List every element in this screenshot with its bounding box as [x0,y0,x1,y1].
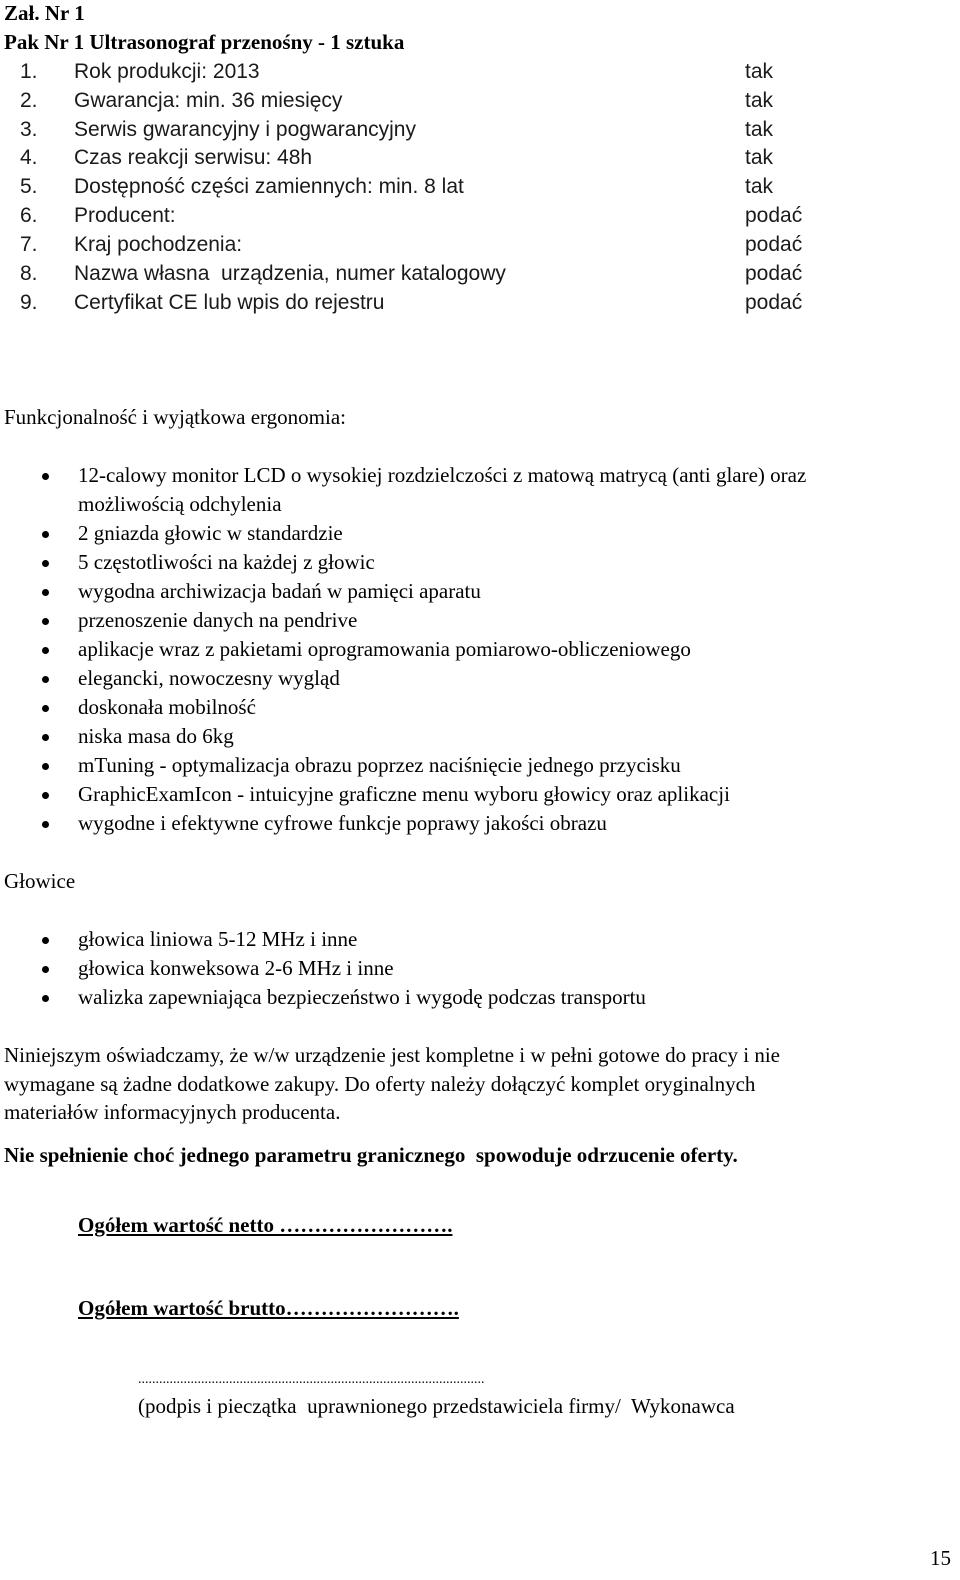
bullet-icon [42,966,49,973]
spec-value: tak [745,89,774,112]
bullet-icon [42,589,49,596]
spec-value: tak [745,118,774,141]
spec-value: podać [745,204,803,227]
bullet-icon [42,821,49,828]
spec-value: tak [745,175,774,198]
bullet-icon [42,937,49,944]
bullet-icon [42,705,49,712]
spec-number: 8. [20,262,38,285]
bullet-icon [42,995,49,1002]
spec-value: podać [745,291,803,314]
list-item-text: aplikacje wraz z pakietami oprogramowania pomiarowo-obliczeniowego [78,637,691,661]
spec-label: Kraj pochodzenia: [74,233,243,256]
spec-label: Dostępność części zamiennych: min. 8 lat [74,175,464,198]
bullet-icon [42,618,49,625]
spec-number: 4. [20,146,38,169]
spec-number: 9. [20,291,38,314]
spec-number: 6. [20,204,38,227]
rejection-warning: Nie spełnienie choć jednego parametru granicznego spowoduje odrzucenie oferty. [4,1143,738,1167]
spec-label: Gwarancja: min. 36 miesięcy [74,89,343,112]
spec-value: podać [745,262,803,285]
bullet-icon [42,792,49,799]
spec-label: Rok produkcji: 2013 [74,60,260,83]
list-item-text: elegancki, nowoczesny wygląd [78,666,340,690]
spec-value: tak [745,146,774,169]
statement-line: Niniejszym oświadczamy, że w/w urządzenie jest kompletne i w pełni gotowe do pracy i nie [4,1043,780,1067]
spec-number: 1. [20,60,38,83]
list-item-text: możliwością odchylenia [78,492,282,516]
spec-label: Producent: [74,204,176,227]
bullet-icon [42,560,49,567]
spec-value: podać [745,233,803,256]
signature-line: ................................................................................................... [138,1372,485,1387]
list-item-text: GraphicExamIcon - intuicyjne graficzne menu wyboru głowicy oraz aplikacji [78,782,730,806]
bullet-icon [42,531,49,538]
spec-label: Czas reakcji serwisu: 48h [74,146,313,169]
spec-label: Serwis gwarancyjny i pogwarancyjny [74,118,416,141]
functionality-heading: Funkcjonalność i wyjątkowa ergonomia: [4,405,346,429]
spec-number: 3. [20,118,38,141]
signature-caption: (podpis i pieczątka uprawnionego przedstawiciela firmy/ Wykonawca [138,1394,735,1418]
gross-total-field: Ogółem wartość brutto……………………. [78,1296,459,1320]
list-item-text: niska masa do 6kg [78,724,234,748]
bullet-icon [42,734,49,741]
list-item-text: wygodna archiwizacja badań w pamięci aparatu [78,579,481,603]
list-item-text: 2 gniazda głowic w standardzie [78,521,343,545]
list-item-text: przenoszenie danych na pendrive [78,608,358,632]
spec-number: 5. [20,175,38,198]
list-item-text: walizka zapewniająca bezpieczeństwo i wygodę podczas transportu [78,985,646,1009]
spec-label: Certyfikat CE lub wpis do rejestru [74,291,385,314]
heads-heading: Głowice [4,869,76,893]
bullet-icon [42,676,49,683]
spec-label: Nazwa własna urządzenia, numer katalogowy [74,262,506,285]
list-item-text: wygodne i efektywne cyfrowe funkcje poprawy jakości obrazu [78,811,607,835]
bullet-icon [42,647,49,654]
attachment-label: Zał. Nr 1 [4,1,85,25]
net-total-field: Ogółem wartość netto ……………………. [78,1213,453,1237]
spec-value: tak [745,60,774,83]
list-item-text: 5 częstotliwości na każdej z głowic [78,550,375,574]
statement-line: materiałów informacyjnych producenta. [4,1100,341,1124]
bullet-icon [42,763,49,770]
bullet-icon [42,473,49,480]
list-item-text: 12-calowy monitor LCD o wysokiej rozdzielczości z matową matrycą (anti glare) oraz [78,463,807,487]
page-number: 15 [930,1546,951,1570]
spec-number: 2. [20,89,38,112]
list-item-text: głowica konweksowa 2-6 MHz i inne [78,956,394,980]
spec-number: 7. [20,233,38,256]
package-title: Pak Nr 1 Ultrasonograf przenośny - 1 sztuka [4,30,405,54]
list-item-text: głowica liniowa 5-12 MHz i inne [78,927,358,951]
statement-line: wymagane są żadne dodatkowe zakupy. Do oferty należy dołączyć komplet oryginalnych [4,1072,756,1096]
list-item-text: doskonała mobilność [78,695,256,719]
list-item-text: mTuning - optymalizacja obrazu poprzez naciśnięcie jednego przycisku [78,753,681,777]
